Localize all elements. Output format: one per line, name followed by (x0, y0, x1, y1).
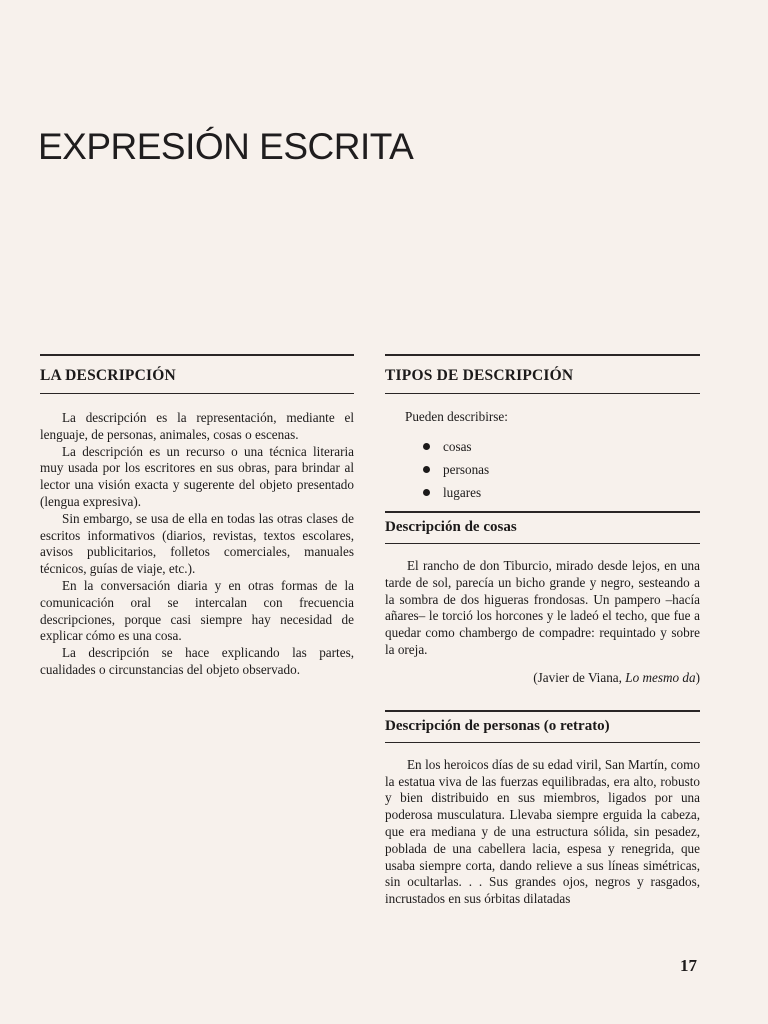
quote-text: En los heroicos días de su edad viril, San Martín, como la estatua viva de las fuerzas equilibradas, era alto, robusto y bien distribuido en sus miembros, ligados por una poderosa musculatura. Llevaba siempre erguida la cabeza, que era mediana y de una estructura sólida, sin pesadez, poblada de una cabellera lacia, espesa y renegrida, que usaba siempre corta, dando relieve a sus líneas simétricas, sin ocultarlas. . . Sus grandes ojos, negros y rasgados, incrustados en sus órbitas dilatadas (385, 756, 700, 907)
quote-personas (385, 743, 700, 908)
attribution-work: Lo mesmo da (625, 669, 696, 685)
bullet-icon (423, 443, 430, 450)
section-la-descripcion (40, 354, 354, 679)
paragraph: En la conversación diaria y en otras formas de la comunicación oral se intercalan con frecuencia descripciones, porque casi siempre hay necesidad de explicar cómo es una cosa. (40, 577, 354, 644)
bullet-icon (423, 489, 430, 496)
attribution (385, 669, 700, 686)
types-list (423, 435, 700, 504)
intro-text: Pueden describirse: (405, 409, 508, 424)
paragraph: La descripción es la representación, mediante el lenguaje, de personas, animales, cosas o escenas. (40, 410, 354, 442)
paragraph: Sin embargo, se usa de ella en todas las otras clases de escritos informativos (diarios, revistas, textos escolares, avisos publicitarios, folletos comerciales, manuales técnicos, guías de viaje, etc.). (40, 510, 354, 577)
subsection-heading-personas: Descripción de personas (o retrato) (385, 717, 610, 734)
paragraph: La descripción es un recurso o una técnica literaria muy usada por los escritores en sus obras, para brindar al lector una visión exacta y sugerente del objeto presentado (lengua expresiva). (40, 443, 354, 509)
bullet-icon (423, 466, 430, 473)
list-item (423, 481, 700, 504)
subsection-heading-cosas: Descripción de cosas (385, 519, 517, 535)
quote-text: El rancho de don Tiburcio, mirado desde lejos, en una tarde de sol, parecía un bicho grande y negro, sesteando a la sombra de dos higueras frondosas. Un pampero –hacía añares– le torció los horcones y le ladeó el techo, que fue a quedar como chambergo de compadre: requintado y sobre la oreja. (385, 558, 700, 657)
list-item (423, 458, 700, 481)
section-heading: TIPOS DE DESCRIPCIÓN (385, 367, 574, 384)
paragraph: La descripción se hace explicando las partes, cualidades o circunstancias del objeto observado. (40, 645, 354, 677)
page-number: 17 (680, 956, 697, 975)
attribution-author: (Javier de Viana, (533, 669, 622, 685)
list-item-label: lugares (443, 485, 482, 500)
list-item (423, 435, 700, 458)
attribution-close: ) (695, 669, 700, 685)
quote-cosas (385, 544, 700, 686)
list-item-label: personas (443, 462, 490, 477)
page-title: EXPRESIÓN ESCRITA (38, 126, 414, 167)
section-body (40, 394, 354, 679)
heading-rule-bottom (385, 393, 700, 394)
section-tipos-de-descripcion (385, 354, 700, 908)
section-heading: LA DESCRIPCIÓN (40, 367, 176, 384)
list-item-label: cosas (443, 439, 472, 454)
